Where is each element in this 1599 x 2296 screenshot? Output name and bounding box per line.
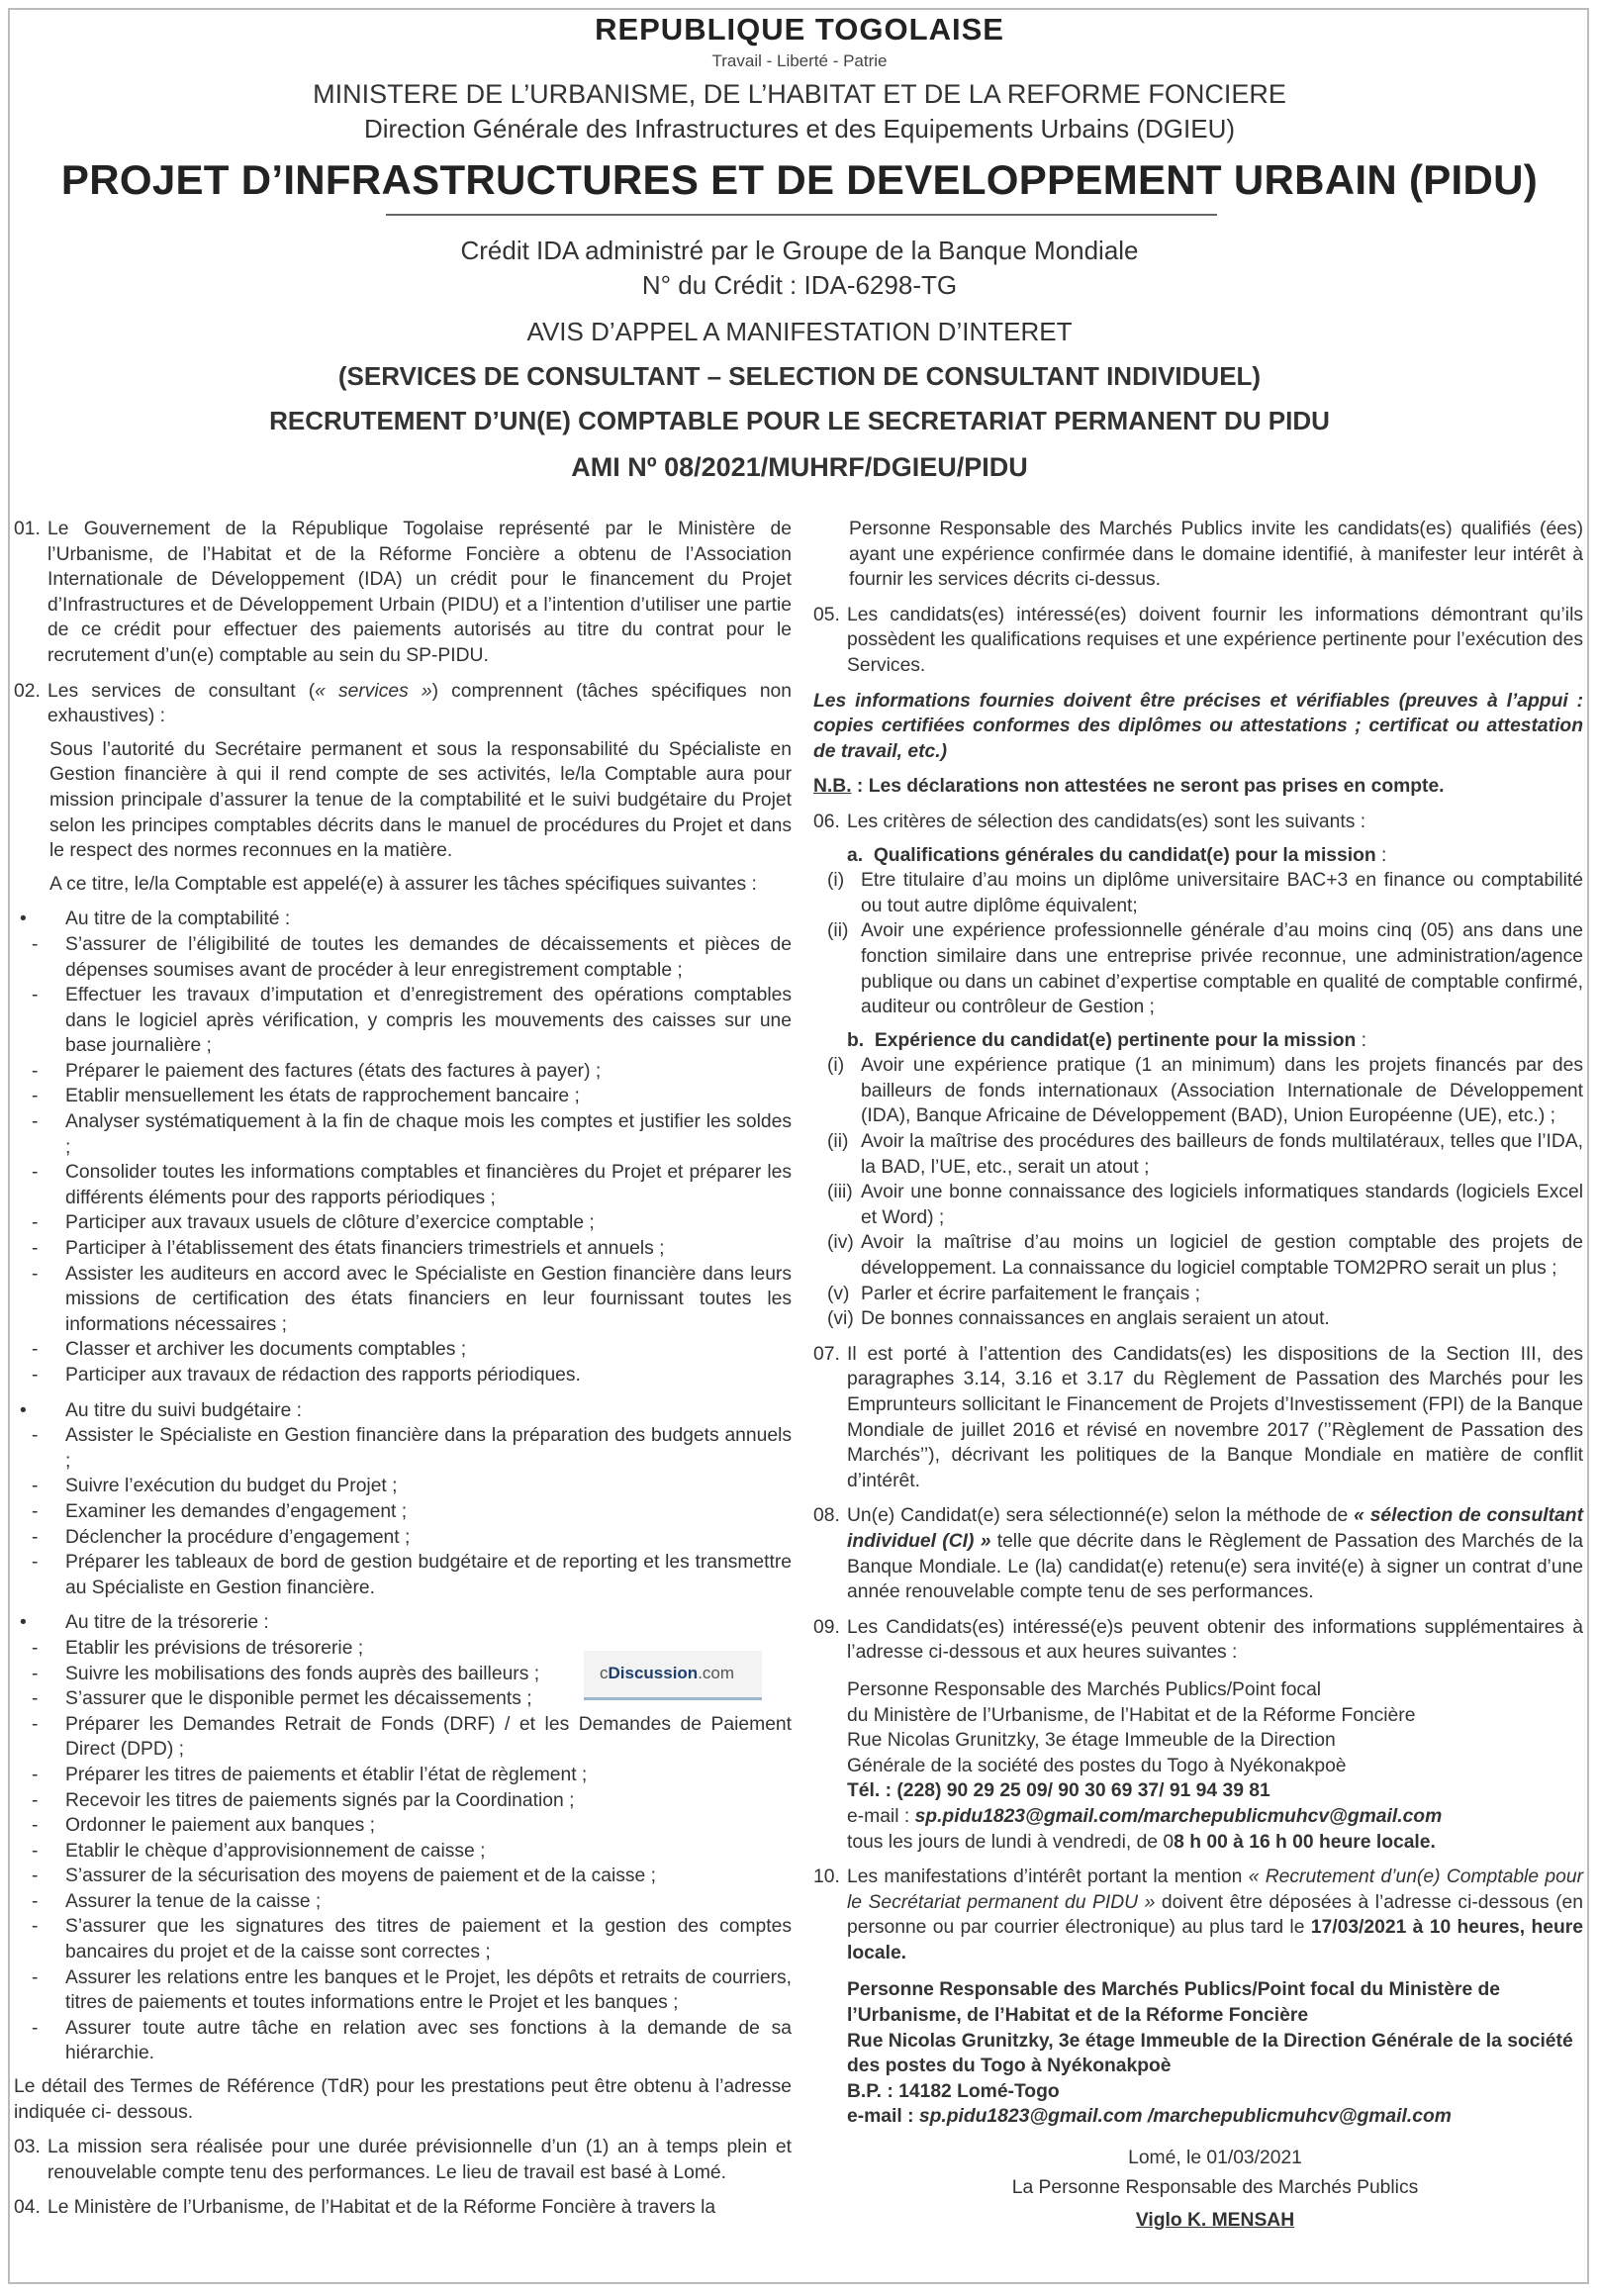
project-title: PROJET D’INFRASTRUCTURES ET DE DEVELOPPEMENT URBAIN (PIDU) <box>60 156 1539 203</box>
treso-task-item: - Préparer les Demandes Retrait de Fonds (DRF) / et les Demandes de Paiement Direct (DPD) ; <box>14 1712 792 1763</box>
treso-task-item: - Assurer la tenue de la caisse ; <box>14 1889 792 1915</box>
treso-section-title: • Au titre de la trésorerie : <box>20 1612 269 1634</box>
compta-task-item: - Préparer le paiement des factures (états des factures à payer) ; <box>14 1059 792 1085</box>
left-column <box>14 517 792 2221</box>
criteria-b-item: (i) Avoir une expérience pratique (1 an minimum) dans les projets financés par des bailleurs de fonds internationaux (Association Internationale de Développement (IDA), Banque Africaine de Développement (BAD), Union Européenne (UE), etc.) ; <box>827 1055 1583 1127</box>
document-header <box>0 12 1599 483</box>
office-hours: tous les jours de lundi à vendredi, de 08 h 00 à 16 h 00 heure locale. <box>847 1831 1436 1853</box>
signatory-title: La Personne Responsable des Marchés Publics <box>1011 2176 1419 2198</box>
treso-task-item: - S’assurer de la sécurisation des moyens de paiement et de la caisse ; <box>14 1864 792 1889</box>
budget-task-item: - Préparer les tableaux de bord de gestion budgétaire et de reporting et les transmettre au Spécialiste en Gestion financière. <box>14 1550 792 1600</box>
budget-section-title: • Au titre du suivi budgétaire : <box>20 1399 303 1421</box>
compta-task-item: - Consolider toutes les informations comptables et financières du Projet et préparer les différents éléments pour des rapports périodiques ; <box>14 1160 792 1210</box>
submission-address: Personne Responsable des Marchés Publics/Point focal du Ministère de l’Urbanisme, de l’Habitat et de la Réforme Foncière Rue Nicolas Grunitzky, 3e étage Immeuble de la Direction Générale de la société des postes du Togo à Nyékonakpoè B.P. : 14182 Lomé-Togo e-mail : sp.pidu1823@gmail.com /marchepublicmuhcv@gmail.com <box>847 1979 1573 2128</box>
budget-task-item: - Suivre l’exécution du budget du Projet ; <box>14 1474 792 1499</box>
treso-task-item: - Etablir les prévisions de trésorerie ; <box>14 1636 792 1662</box>
phone-numbers: Tél. : (228) 90 29 25 09/ 90 30 69 37/ 91 94 39 81 <box>847 1780 1270 1802</box>
national-motto: Travail - Liberté - Patrie <box>711 51 888 70</box>
treso-task-item: - Suivre les mobilisations des fonds auprès des bailleurs ; <box>14 1662 792 1687</box>
notice-title: AVIS D’APPEL A MANIFESTATION D’INTERET <box>526 317 1073 346</box>
mission-description: Sous l’autorité du Secrétaire permanent et sous la responsabilité du Spécialiste en Gestion financière à qui il rend compte de ses activités, le/la Comptable aura pour mission principale d’assurer la tenue de la comptabilité et le suivi budgétaire du Projet selon les principes comptables décrits dans le manuel de procédures du Projet et dans le respect des normes reconnues en la matière. <box>49 738 792 862</box>
paragraph-03: 03. La mission sera réalisée pour une durée prévisionnelle d’un (1) an à temps plein et renouvelable compte tenu des performances. Le lieu de travail est basé à Lomé. <box>14 2137 792 2183</box>
treso-task-item: - Etablir le chèque d’approvisionnement de caisse ; <box>14 1839 792 1865</box>
compta-task-item: - Effectuer les travaux d’imputation et d’enregistrement des opérations comptables dans le logiciel après vérification, y compris les mouvements des caisses sur une base journalière ; <box>14 983 792 1059</box>
republic-title: REPUBLIQUE TOGOLAISE <box>595 12 1004 47</box>
compta-task-list <box>14 932 792 1388</box>
paragraph-09: 09. Les Candidats(es) intéressé(e)s peuvent obtenir des informations supplémentaires à l’adresse ci-dessous et aux heures suivantes : <box>813 1616 1583 1664</box>
paragraph-04-continued: Personne Responsable des Marchés Publics invite les candidats(es) qualifiés (ées) ayant une expérience confirmée dans le domaine identifié, à manifester leur intérêt à fournir les services décrits ci-dessus. <box>849 519 1583 591</box>
treso-task-item: - Ordonner le paiement aux banques ; <box>14 1813 792 1839</box>
treso-task-item: - Préparer les titres de paiements et établir l’état de règlement ; <box>14 1763 792 1788</box>
tdr-note: Le détail des Termes de Référence (TdR) pour les prestations peut être obtenu à l’adresse indiquée ci- dessous. <box>14 2076 792 2123</box>
treso-task-list <box>14 1636 792 2066</box>
paragraph-04: 04. Le Ministère de l’Urbanisme, de l’Habitat et de la Réforme Foncière à travers la <box>14 2197 716 2219</box>
compta-task-item: - Participer à l’établissement des états financiers trimestriels et annuels ; <box>14 1236 792 1262</box>
treso-task-item: - Assurer les relations entre les banques et le Projet, les dépôts et retraits de courriers, titres de paiements et toutes informations entre le Projet et les banques ; <box>14 1965 792 2016</box>
nb-note: N.B. : Les déclarations non attestées ne seront pas prises en compte. <box>813 776 1445 798</box>
contact-address: Personne Responsable des Marchés Publics/Point focal du Ministère de l’Urbanisme, de l’Habitat et de la Réforme Foncière Rue Nicolas Grunitzky, 3e étage Immeuble de la Direction Générale de la société des postes du Togo à Nyékonakpoè Tél. : (228) 90 29 25 09/ 90 30 69 37/ 91 94 39 81 e-mail : sp.pidu1823@gmail.com/marchepublicmuhcv@gmail.com tous les jours de lundi à vendredi, de 08 h 00 à 16 h 00 heure locale. <box>813 1677 1583 1855</box>
contact-email: e-mail : sp.pidu1823@gmail.com/marchepublicmuhcv@gmail.com <box>847 1805 1443 1827</box>
paragraph-07: 07. Il est porté à l’attention des Candidats(es) les dispositions de la Section III, des paragraphes 3.14, 3.16 et 3.17 du Règlement de Passation des Marchés pour les Emprunteurs sollicitant le Financement de Projets d’Investissement (FPI) de la Banque Mondiale de juillet 2016 et révisé en novembre 2017 (’’Règlement de Passation des Marchés’’), décrivant les politiques de la Banque Mondiale en matière de conflit d’intérêt. <box>813 1343 1583 1491</box>
criteria-b-title: b. Expérience du candidat(e) pertinente pour la mission : <box>847 1029 1366 1051</box>
tasks-intro: A ce titre, le/la Comptable est appelé(e) à assurer les tâches spécifiques suivantes : <box>49 873 757 895</box>
compta-task-item: - Participer aux travaux de rédaction des rapports périodiques. <box>14 1363 792 1388</box>
paragraph-05: 05. Les candidats(es) intéressé(es) doivent fournir les informations démontrant qu’ils possèdent les qualifications requises et une expérience pertinente pour l’exécution des Services. <box>813 604 1583 676</box>
compta-task-item: - Classer et archiver les documents comptables ; <box>14 1337 792 1363</box>
compta-task-item: - Assister les auditeurs en accord avec le Spécialiste en Gestion financière dans leurs missions de certification des états financiers en leur fournissant toutes les informations nécessaires ; <box>14 1262 792 1338</box>
paragraph-08: 08. Un(e) Candidat(e) sera sélectionné(e) selon la méthode de « sélection de consultant individuel (CI) » telle que décrite dans le Règlement de Passation des Marchés de la Banque Mondiale. Le (la) candidat(e) retenu(e) sera invité(e) à signer un contrat d’une année renouvelable compte tenu de ses performances. <box>813 1505 1583 1603</box>
credit-line: Crédit IDA administré par le Groupe de la Banque Mondiale <box>460 236 1139 265</box>
criteria-a-item: (ii) Avoir une expérience professionnelle générale d’au moins cinq (05) ans dans une fonction similaire dans une entreprise privée reconnue, une administration/agence publique ou dans un cabinet d’expertise comptable en qualité de comptable confirmé, auditeur ou contrôleur de Gestion ; <box>827 920 1583 1018</box>
paragraph-01: 01. Le Gouvernement de la République Togolaise représenté par le Ministère de l’Urbanisme, de l’Habitat et de la Réforme Foncière a obtenu de l’Association Internationale de Développement (IDA) un crédit pour le financement du Projet d’Infrastructures et de Développement Urbain (PIDU) et a l’intention d’utiliser une partie de ce crédit pour effectuer des paiements autorisés au titre du contrat pour le recrutement d’un(e) comptable au sein du SP-PIDU. <box>14 519 792 666</box>
credit-number: N° du Crédit : IDA-6298-TG <box>641 270 958 300</box>
criteria-a-title: a. Qualifications générales du candidat(e) pour la mission : <box>847 844 1387 866</box>
services-subtitle: (SERVICES DE CONSULTANT – SELECTION DE CONSULTANT INDIVIDUEL) <box>337 361 1262 391</box>
signatory-name: Viglo K. MENSAH <box>1135 2210 1295 2232</box>
treso-task-item: - Recevoir les titres de paiements signés par la Coordination ; <box>14 1788 792 1814</box>
submission-email-link[interactable]: sp.pidu1823@gmail.com /marchepublicmuhcv@gmail.com <box>918 2106 1452 2128</box>
compta-task-item: - S’assurer de l’éligibilité de toutes les demandes de décaissements et pièces de dépenses soumises avant de procéder à leur enregistrement comptable ; <box>14 932 792 983</box>
proof-requirement: Les informations fournies doivent être précises et vérifiables (preuves à l’appui : copies certifiées conformes des diplômes ou attestations ; certificat ou attestation de travail, etc.) <box>813 690 1583 762</box>
budget-task-item: - Assister le Spécialiste en Gestion financière dans la préparation des budgets annuels ; <box>14 1423 792 1474</box>
paragraph-02: 02. Les services de consultant (« services ») comprennent (tâches spécifiques non exhaustives) : <box>14 680 792 727</box>
ami-reference: AMI Nº 08/2021/MUHRF/DGIEU/PIDU <box>571 452 1028 482</box>
criteria-b-item: (v) Parler et écrire parfaitement le français ; <box>827 1283 1200 1304</box>
budget-task-item: - Déclencher la procédure d’engagement ; <box>14 1525 792 1551</box>
criteria-a-item: (i) Etre titulaire d’au moins un diplôme universitaire BAC+3 en finance ou comptabilité ou tout autre diplôme équivalent; <box>827 870 1583 916</box>
criteria-a-list <box>813 868 1583 1020</box>
criteria-b-item: (iii) Avoir une bonne connaissance des logiciels informatiques standards (logiciels Excel et Word) ; <box>827 1182 1583 1228</box>
title-divider <box>386 214 1217 216</box>
recruitment-title: RECRUTEMENT D’UN(E) COMPTABLE POUR LE SECRETARIAT PERMANENT DU PIDU <box>269 406 1330 435</box>
criteria-b-item: (vi) De bonnes connaissances en anglais seraient un atout. <box>827 1308 1330 1330</box>
budget-task-list <box>14 1423 792 1600</box>
email-link[interactable]: sp.pidu1823@gmail.com/marchepublicmuhcv@gmail.com <box>914 1805 1443 1827</box>
compta-section-title: • Au titre de la comptabilité : <box>20 909 291 930</box>
place-date: Lomé, le 01/03/2021 <box>1128 2148 1302 2169</box>
right-column <box>813 517 1583 2234</box>
compta-task-item: - Analyser systématiquement à la fin de chaque mois les comptes et justifier les soldes ; <box>14 1109 792 1160</box>
budget-task-item: - Examiner les demandes d’engagement ; <box>14 1499 792 1525</box>
criteria-b-item: (ii) Avoir la maîtrise des procédures des bailleurs de fonds multilatéraux, telles que l’IDA, la BAD, l’UE, etc., serait un atout ; <box>827 1131 1583 1178</box>
ministry-name: MINISTERE DE L’URBANISME, DE L’HABITAT ET DE LA REFORME FONCIERE <box>313 79 1286 109</box>
paragraph-10: 10. Les manifestations d’intérêt portant la mention « Recrutement d’un(e) Comptable pour le Secrétariat permanent du PIDU » doivent être déposées à l’adresse ci-dessous (en personne ou par courrier électronique) au plus tard le 17/03/2021 à 10 heures, heure locale. <box>813 1866 1583 1963</box>
cdiscussion-watermark: cDiscussion.com <box>584 1651 762 1700</box>
paragraph-06: 06. Les critères de sélection des candidats(es) sont les suivants : <box>813 811 1366 832</box>
compta-task-item: - Participer aux travaux usuels de clôture d’exercice comptable ; <box>14 1210 792 1236</box>
direction-name: Direction Générale des Infrastructures et des Equipements Urbains (DGIEU) <box>363 114 1236 144</box>
treso-task-item: - S’assurer que le disponible permet les décaissements ; <box>14 1686 792 1712</box>
signature-block <box>813 2146 1583 2234</box>
compta-task-item: - Etablir mensuellement les états de rapprochement bancaire ; <box>14 1084 792 1109</box>
criteria-b-item: (iv) Avoir la maîtrise d’au moins un logiciel de gestion comptable des projets de développement. La connaissance du logiciel comptable TOM2PRO serait un plus ; <box>827 1232 1583 1280</box>
treso-task-item: - Assurer toute autre tâche en relation avec ses fonctions à la demande de sa hiérarchie. <box>14 2016 792 2066</box>
criteria-b-list <box>813 1053 1583 1332</box>
treso-task-item: - S’assurer que les signatures des titres de paiement et la gestion des comptes bancaires du projet et de la caisse sont correctes ; <box>14 1914 792 1964</box>
